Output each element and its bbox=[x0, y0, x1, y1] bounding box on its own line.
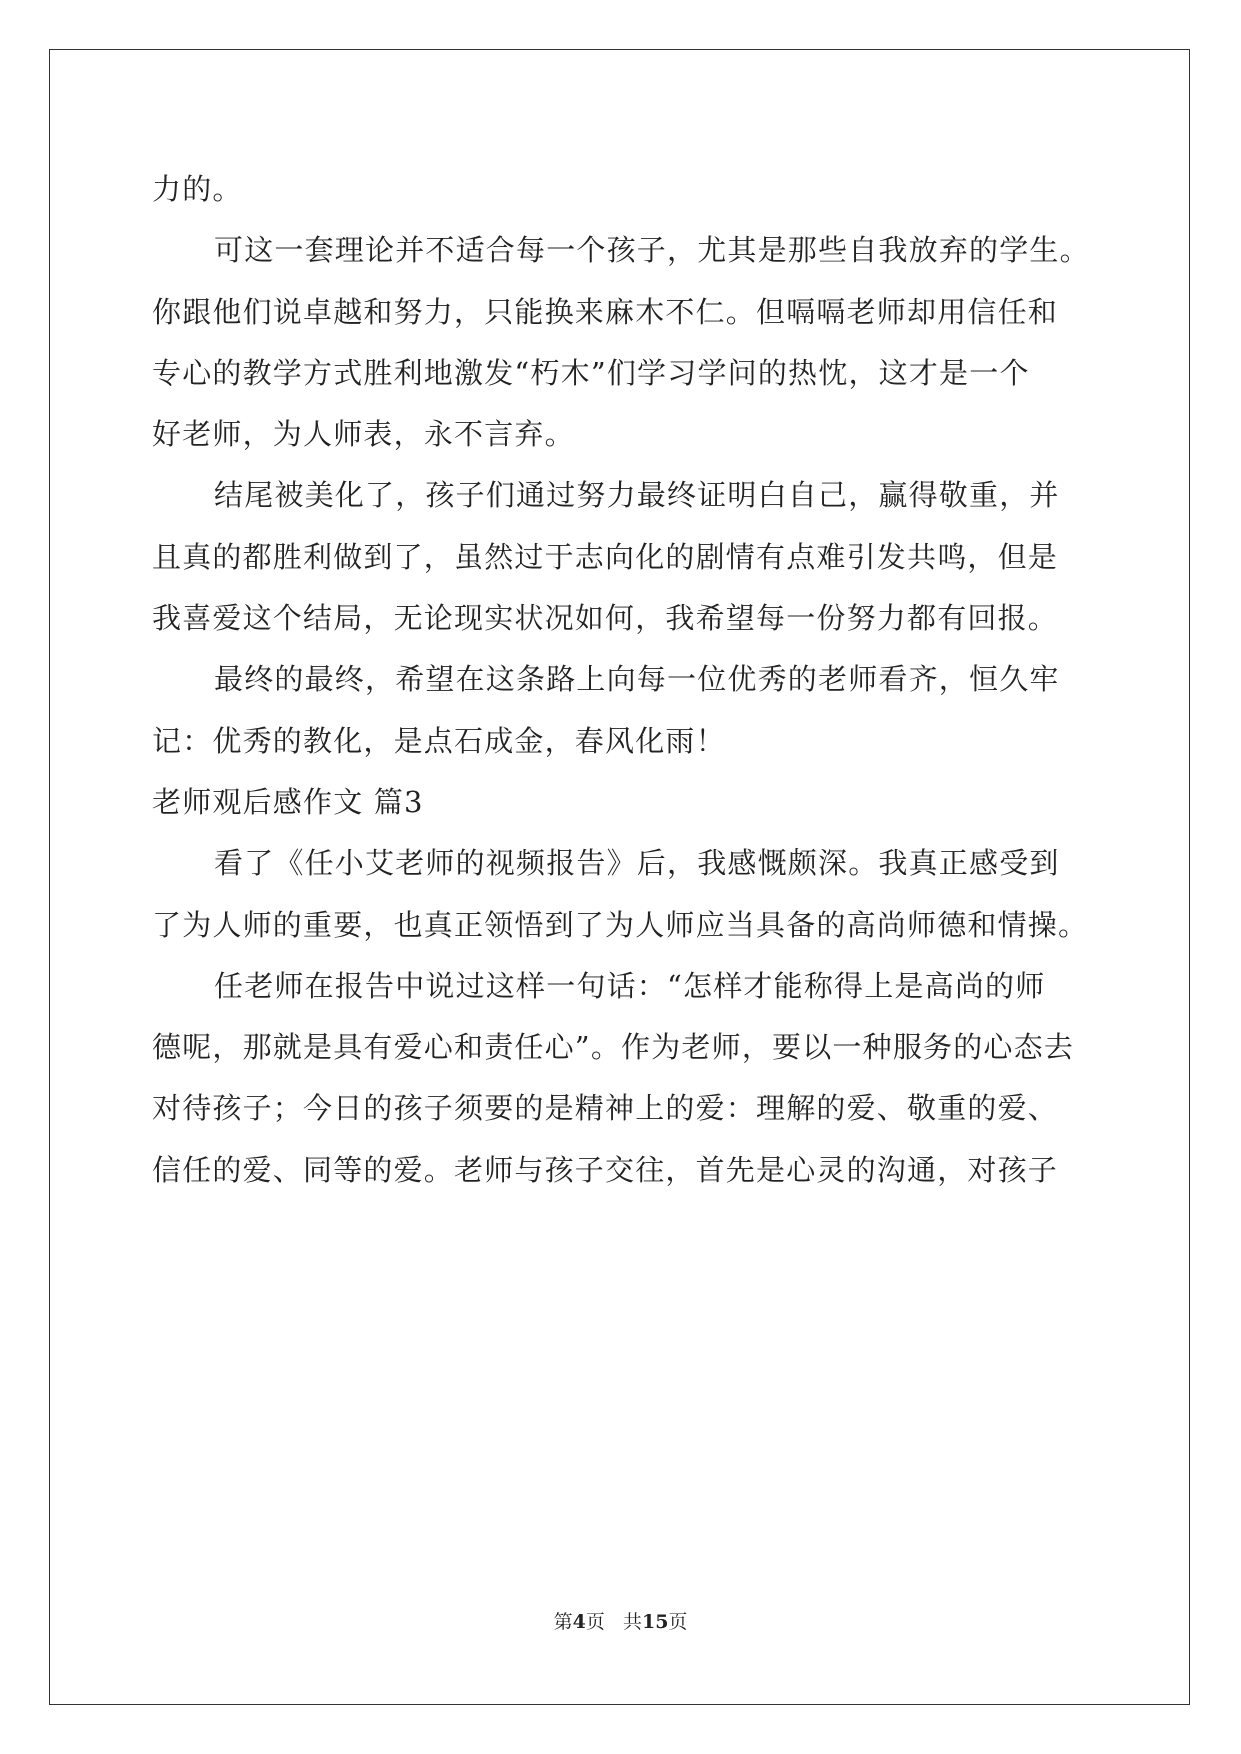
text-line: 最终的最终，希望在这条路上向每一位优秀的老师看齐，恒久牢 bbox=[214, 662, 1060, 697]
text-line: 看了《任小艾老师的视频报告》后，我感慨颇深。我真正感受到 bbox=[214, 846, 1060, 881]
page-footer bbox=[0, 1607, 1241, 1634]
text-line: 记：优秀的教化，是点石成金，春风化雨！ bbox=[152, 723, 726, 758]
text-line: 可这一套理论并不适合每一个孩子，尤其是那些自我放弃的学生。 bbox=[214, 233, 1090, 268]
text-line: 任老师在报告中说过这样一句话：“怎样才能称得上是高尚的师 bbox=[214, 968, 1046, 1003]
footer-prefix: 第 bbox=[553, 1611, 573, 1633]
document-body bbox=[152, 159, 1092, 1201]
text-line: 我喜爱这个结局，无论现实状况如何，我希望每一份努力都有回报。 bbox=[152, 601, 1059, 636]
text-line: 对待孩子；今日的孩子须要的是精神上的爱：理解的爱、敬重的爱、 bbox=[152, 1091, 1059, 1126]
footer-total-suffix: 页 bbox=[668, 1611, 688, 1633]
text-line: 德呢，那就是具有爱心和责任心”。作为老师，要以一种服务的心态去 bbox=[152, 1030, 1075, 1065]
text-line: 结尾被美化了，孩子们通过努力最终证明白自己，赢得敬重，并 bbox=[214, 478, 1060, 513]
text-line: 专心的教学方式胜利地激发“朽木”们学习学问的热忱，这才是一个 bbox=[152, 355, 1030, 390]
text-line: 信任的爱、同等的爱。老师与孩子交往，首先是心灵的沟通，对孩子 bbox=[152, 1152, 1059, 1187]
text-line: 你跟他们说卓越和努力，只能换来麻木不仁。但嗝嗝老师却用信任和 bbox=[152, 294, 1059, 329]
current-page-number: 4 bbox=[572, 1611, 586, 1633]
total-page-count: 15 bbox=[641, 1611, 669, 1633]
text-line: 好老师，为人师表，永不言弃。 bbox=[152, 417, 575, 452]
footer-total-prefix: 共 bbox=[622, 1611, 642, 1633]
section-heading: 老师观后感作文 篇3 bbox=[152, 784, 424, 819]
text-line: 力的。 bbox=[152, 172, 243, 206]
text-line: 了为人师的重要，也真正领悟到了为人师应当具备的高尚师德和情操。 bbox=[152, 907, 1089, 942]
text-line: 且真的都胜利做到了，虽然过于志向化的剧情有点难引发共鸣，但是 bbox=[152, 539, 1059, 574]
footer-page-suffix: 页 bbox=[585, 1611, 605, 1633]
